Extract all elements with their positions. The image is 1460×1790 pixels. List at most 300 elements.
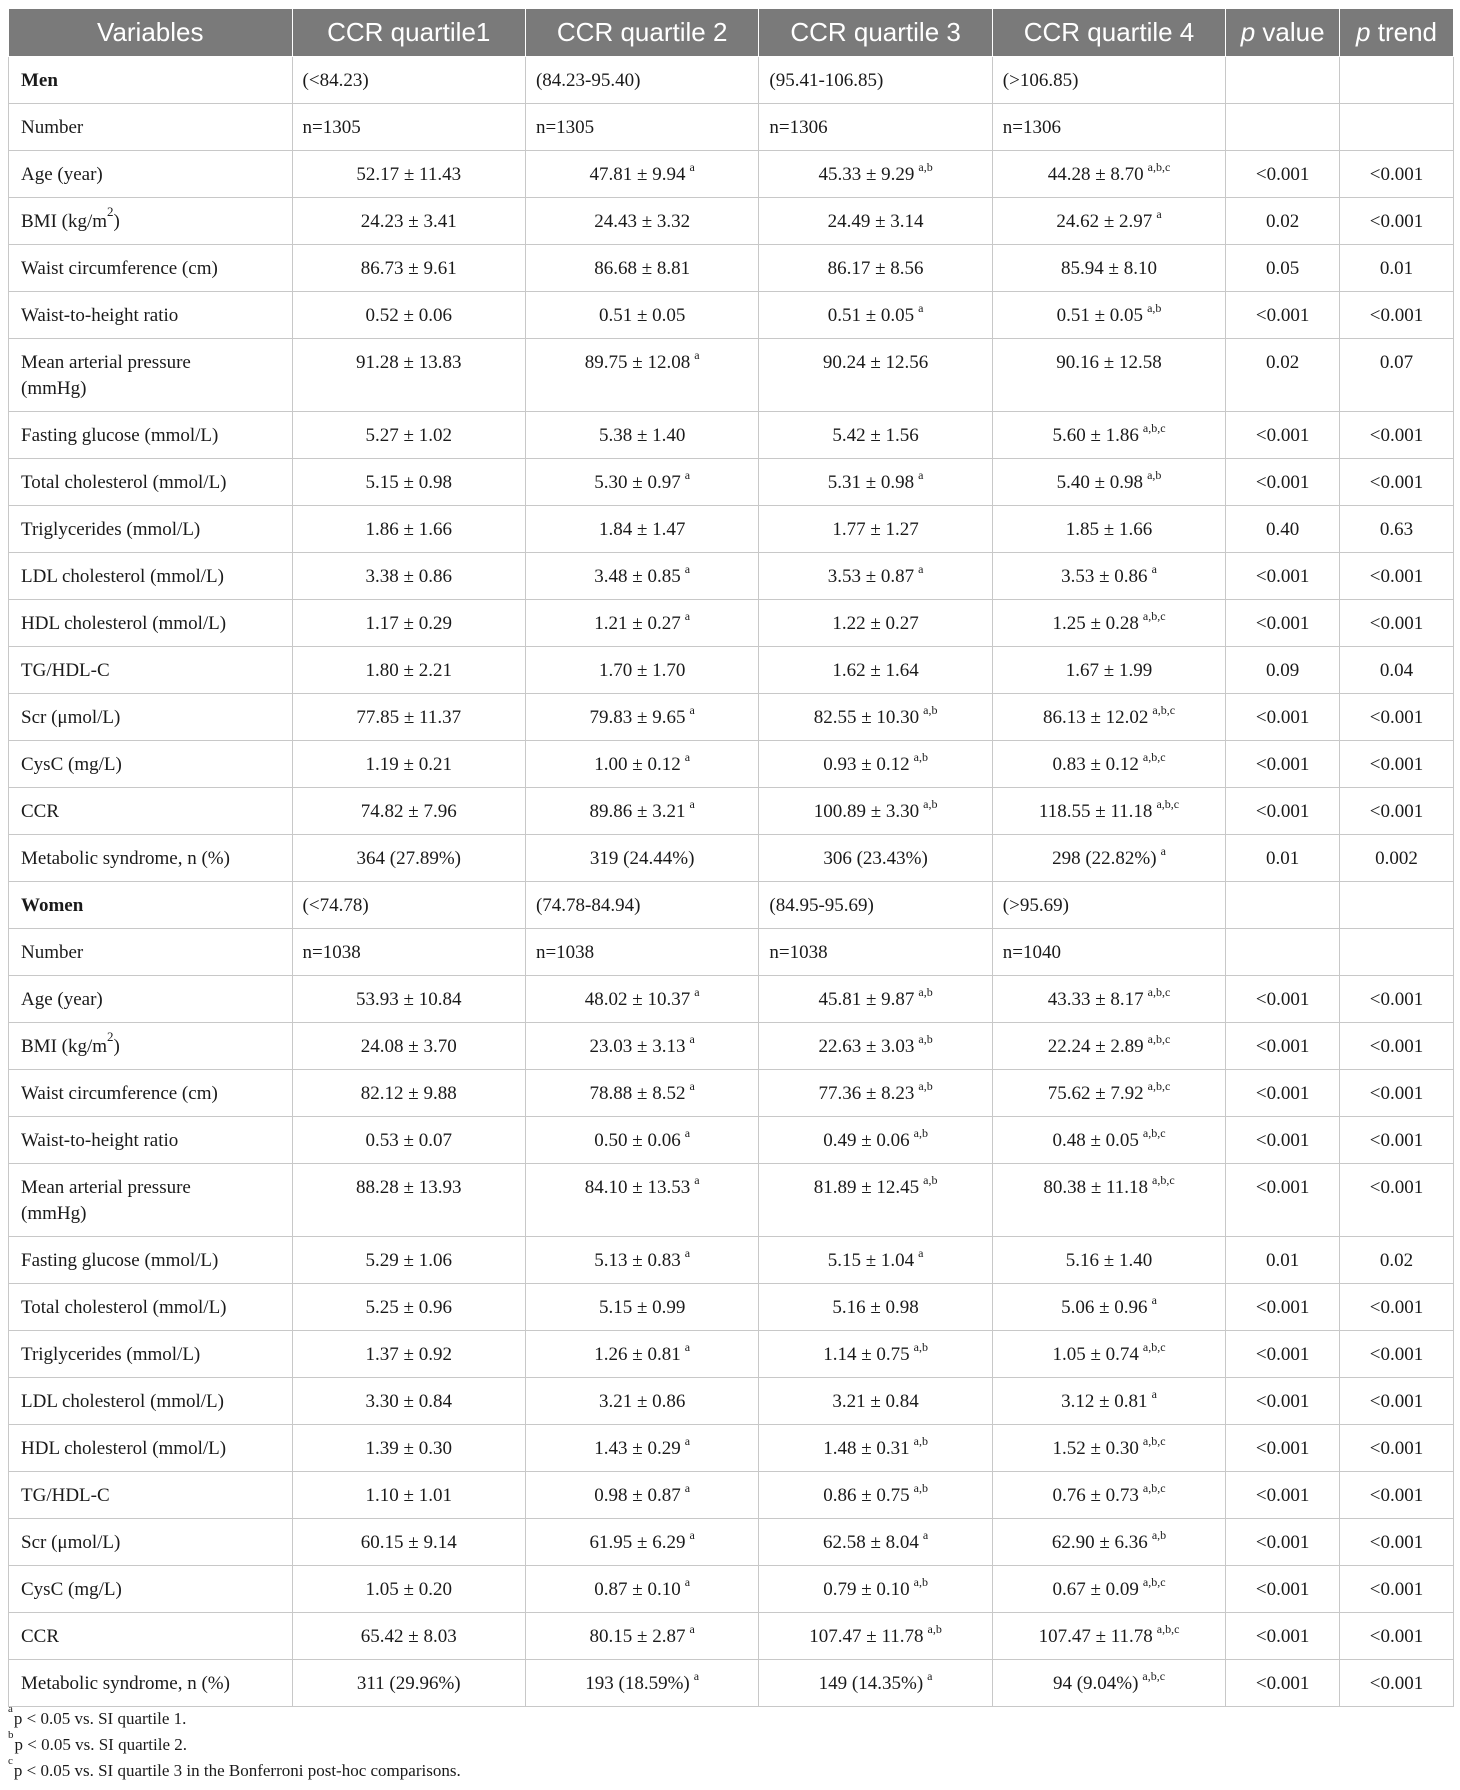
value-cell xyxy=(292,198,525,245)
p-value-cell: <0.001 xyxy=(1226,788,1340,835)
significance-marker: a,b,c xyxy=(1142,1339,1166,1354)
value-text: 1.14 ± 0.75 xyxy=(823,1344,910,1365)
value-text: 5.40 ± 0.98 xyxy=(1056,472,1144,493)
variable-name: Age (year) xyxy=(21,989,103,1010)
footnote xyxy=(8,1755,461,1784)
p-value-cell: <0.001 xyxy=(1226,1070,1340,1117)
variable-name: Scr (μmol/L) xyxy=(21,1532,121,1553)
p-trend-cell: <0.001 xyxy=(1340,1164,1454,1237)
significance-marker: a xyxy=(918,1245,924,1260)
value-text: 89.75 ± 12.08 xyxy=(584,352,691,373)
value-text: 5.29 ± 1.06 xyxy=(365,1250,452,1271)
value-cell xyxy=(759,741,992,788)
value-cell xyxy=(525,835,758,882)
value-text: 5.25 ± 0.96 xyxy=(365,1297,452,1318)
value-cell xyxy=(525,339,758,412)
empty-cell xyxy=(1340,882,1454,929)
value-text: 43.33 ± 8.17 xyxy=(1047,989,1144,1010)
value-cell xyxy=(525,459,758,506)
p-trend-cell: <0.001 xyxy=(1340,1378,1454,1425)
value-text: 5.13 ± 0.83 xyxy=(594,1250,681,1271)
value-text: 1.25 ± 0.28 xyxy=(1052,613,1139,634)
header-quartile-2: CCR quartile 2 xyxy=(525,9,758,57)
footnote xyxy=(8,1703,461,1732)
value-cell xyxy=(292,694,525,741)
value-text: 86.73 ± 9.61 xyxy=(360,258,457,279)
empty-cell xyxy=(1226,882,1340,929)
p-value-cell: <0.001 xyxy=(1226,741,1340,788)
empty-cell xyxy=(1340,104,1454,151)
sample-size: n=1038 xyxy=(525,929,758,976)
value-cell xyxy=(759,600,992,647)
significance-marker: a xyxy=(684,608,691,623)
value-cell xyxy=(759,1566,992,1613)
footnote-marker: b xyxy=(8,1729,14,1742)
p-value-cell: <0.001 xyxy=(1226,1023,1340,1070)
variable-name: Metabolic syndrome, n (%) xyxy=(21,848,230,869)
footnote-marker: a xyxy=(8,1703,13,1716)
p-value-cell: <0.001 xyxy=(1226,151,1340,198)
value-cell xyxy=(292,1284,525,1331)
variable-name-end: ) xyxy=(113,1036,120,1057)
significance-marker: a xyxy=(922,1527,929,1542)
significance-marker: a,b xyxy=(913,1480,928,1495)
value-text: 82.55 ± 10.30 xyxy=(813,707,920,728)
significance-marker: a,b,c xyxy=(1142,1574,1166,1589)
value-text: 79.83 ± 9.65 xyxy=(589,707,686,728)
value-cell xyxy=(525,1425,758,1472)
p-value-cell: <0.001 xyxy=(1226,1117,1340,1164)
p-trend-cell: <0.001 xyxy=(1340,553,1454,600)
value-cell xyxy=(759,1378,992,1425)
significance-marker: a,b,c xyxy=(1142,1125,1166,1140)
table-row xyxy=(9,788,1454,835)
variable-label xyxy=(9,506,293,553)
significance-marker: a xyxy=(927,1668,933,1683)
variable-name: Waist circumference (cm) xyxy=(21,258,218,279)
significance-marker: a xyxy=(1151,561,1157,576)
value-cell xyxy=(992,1164,1225,1237)
p-value-cell: 0.02 xyxy=(1226,339,1340,412)
significance-marker: a xyxy=(689,702,695,717)
variable-name: BMI (kg/m xyxy=(21,211,108,232)
significance-marker: a,b xyxy=(923,796,938,811)
value-cell xyxy=(525,976,758,1023)
value-cell xyxy=(525,1023,758,1070)
p-trend-cell: <0.001 xyxy=(1340,1117,1454,1164)
value-text: 0.76 ± 0.73 xyxy=(1052,1485,1139,1506)
value-cell xyxy=(292,1237,525,1284)
value-cell xyxy=(292,1472,525,1519)
variable-name: Waist-to-height ratio xyxy=(21,1130,179,1151)
empty-cell xyxy=(1226,929,1340,976)
value-text: 118.55 ± 11.18 xyxy=(1038,801,1153,822)
variable-label xyxy=(9,600,293,647)
variable-label xyxy=(9,553,293,600)
header-variables: Variables xyxy=(9,9,293,57)
significance-marker: a,b,c xyxy=(1142,1433,1166,1448)
value-cell xyxy=(525,1070,758,1117)
significance-marker: a,b xyxy=(1147,467,1162,482)
variable-name: Mean arterial pressure (mmHg) xyxy=(21,352,191,399)
significance-marker: a,b xyxy=(923,1172,938,1187)
value-text: 77.36 ± 8.23 xyxy=(818,1083,915,1104)
value-text: 0.51 ± 0.05 xyxy=(598,305,686,326)
sample-size: n=1305 xyxy=(525,104,758,151)
value-text: 90.24 ± 12.56 xyxy=(822,352,929,373)
significance-marker: a xyxy=(684,1125,691,1140)
p-value-cell: 0.40 xyxy=(1226,506,1340,553)
value-cell xyxy=(292,1566,525,1613)
variable-label xyxy=(9,647,293,694)
p-value-cell: <0.001 xyxy=(1226,694,1340,741)
significance-marker: a,b xyxy=(913,1125,928,1140)
value-text: 24.49 ± 3.14 xyxy=(827,211,924,232)
variable-label xyxy=(9,1237,293,1284)
value-text: 45.33 ± 9.29 xyxy=(818,164,915,185)
variable-label xyxy=(9,339,293,412)
variable-name: Total cholesterol (mmol/L) xyxy=(21,472,227,493)
significance-marker: a,b xyxy=(927,1621,942,1636)
value-text: 5.27 ± 1.02 xyxy=(365,425,452,446)
value-cell xyxy=(759,245,992,292)
table-row xyxy=(9,1425,1454,1472)
value-cell xyxy=(759,151,992,198)
value-text: 48.02 ± 10.37 xyxy=(584,989,691,1010)
value-text: 86.13 ± 12.02 xyxy=(1042,707,1149,728)
value-cell xyxy=(525,1613,758,1660)
value-text: 1.39 ± 0.30 xyxy=(365,1438,452,1459)
value-cell xyxy=(525,412,758,459)
sample-size: n=1306 xyxy=(992,104,1225,151)
value-text: 22.63 ± 3.03 xyxy=(818,1036,915,1057)
value-text: 3.38 ± 0.86 xyxy=(365,566,452,587)
value-text: 3.30 ± 0.84 xyxy=(365,1391,452,1412)
value-cell xyxy=(525,741,758,788)
variable-label xyxy=(9,459,293,506)
value-text: 149 (14.35%) xyxy=(818,1673,924,1694)
variable-label xyxy=(9,1519,293,1566)
value-cell xyxy=(525,1472,758,1519)
value-cell xyxy=(525,1331,758,1378)
value-cell xyxy=(525,1164,758,1237)
value-cell xyxy=(759,1117,992,1164)
value-cell xyxy=(992,1070,1225,1117)
value-text: 0.49 ± 0.06 xyxy=(823,1130,910,1151)
table-row xyxy=(9,339,1454,412)
value-text: 319 (24.44%) xyxy=(589,848,695,869)
table-row xyxy=(9,1023,1454,1070)
significance-marker: a xyxy=(684,1574,691,1589)
value-cell xyxy=(292,647,525,694)
value-text: 1.05 ± 0.20 xyxy=(365,1579,452,1600)
header-p-symbol: p xyxy=(1356,17,1371,47)
value-cell xyxy=(525,1237,758,1284)
value-cell xyxy=(759,553,992,600)
value-cell xyxy=(525,198,758,245)
section-header-row xyxy=(9,882,1454,929)
value-text: 5.16 ± 1.40 xyxy=(1065,1250,1153,1271)
table-header xyxy=(9,9,1454,57)
value-cell xyxy=(292,835,525,882)
significance-marker: a,b xyxy=(1151,1527,1167,1542)
variable-name-end: ) xyxy=(113,211,120,232)
value-cell xyxy=(759,1284,992,1331)
value-cell xyxy=(759,1023,992,1070)
significance-marker: a,b xyxy=(923,702,938,717)
number-row xyxy=(9,929,1454,976)
number-label: Number xyxy=(9,929,293,976)
variable-label xyxy=(9,1331,293,1378)
table-row xyxy=(9,1284,1454,1331)
value-text: 298 (22.82%) xyxy=(1052,848,1157,869)
value-cell xyxy=(759,1519,992,1566)
variable-label xyxy=(9,1472,293,1519)
value-cell xyxy=(292,1378,525,1425)
value-text: 84.10 ± 13.53 xyxy=(584,1177,691,1198)
value-text: 75.62 ± 7.92 xyxy=(1047,1083,1144,1104)
variable-name: Mean arterial pressure (mmHg) xyxy=(21,1177,191,1224)
significance-marker: a,b,c xyxy=(1156,796,1180,811)
header-quartile-1: CCR quartile1 xyxy=(292,9,525,57)
variable-name: Age (year) xyxy=(21,164,103,185)
value-cell xyxy=(759,976,992,1023)
value-text: 1.00 ± 0.12 xyxy=(594,754,681,775)
p-value-cell: 0.05 xyxy=(1226,245,1340,292)
p-trend-cell: <0.001 xyxy=(1340,600,1454,647)
significance-marker: a xyxy=(1151,1292,1157,1307)
value-cell xyxy=(992,1613,1225,1660)
value-cell xyxy=(759,1331,992,1378)
value-cell xyxy=(525,506,758,553)
variable-name: Fasting glucose (mmol/L) xyxy=(21,425,219,446)
p-value-cell: <0.001 xyxy=(1226,1164,1340,1237)
significance-marker: a,b,c xyxy=(1152,702,1176,717)
value-text: 0.48 ± 0.05 xyxy=(1052,1130,1139,1151)
footnote-text: p < 0.05 vs. SI quartile 3 in the Bonferroni post-hoc comparisons. xyxy=(13,1761,461,1780)
value-cell xyxy=(992,600,1225,647)
value-text: 1.84 ± 1.47 xyxy=(598,519,686,540)
value-cell xyxy=(992,647,1225,694)
significance-marker: a,b xyxy=(913,749,928,764)
p-trend-cell: <0.001 xyxy=(1340,1284,1454,1331)
value-text: 0.98 ± 0.87 xyxy=(594,1485,681,1506)
value-cell xyxy=(759,198,992,245)
value-cell xyxy=(292,553,525,600)
value-text: 24.43 ± 3.32 xyxy=(594,211,691,232)
significance-marker: a,b,c xyxy=(1147,1078,1171,1093)
p-trend-cell: <0.001 xyxy=(1340,1613,1454,1660)
value-text: 1.10 ± 1.01 xyxy=(365,1485,452,1506)
value-text: 61.95 ± 6.29 xyxy=(589,1532,686,1553)
value-cell xyxy=(525,1519,758,1566)
significance-marker: a xyxy=(684,1433,691,1448)
variable-label xyxy=(9,1613,293,1660)
value-cell xyxy=(759,459,992,506)
value-text: 88.28 ± 13.93 xyxy=(356,1177,462,1198)
value-text: 3.53 ± 0.86 xyxy=(1061,566,1148,587)
value-cell xyxy=(292,976,525,1023)
value-cell xyxy=(992,198,1225,245)
value-text: 5.15 ± 1.04 xyxy=(827,1250,915,1271)
value-text: 0.51 ± 0.05 xyxy=(1056,305,1144,326)
value-cell xyxy=(992,1284,1225,1331)
header-p-value-label: value xyxy=(1262,17,1325,47)
value-text: 77.85 ± 11.37 xyxy=(356,707,462,728)
value-text: 80.15 ± 2.87 xyxy=(589,1626,686,1647)
value-text: 53.93 ± 10.84 xyxy=(356,989,462,1010)
value-text: 0.67 ± 0.09 xyxy=(1052,1579,1139,1600)
significance-marker: a,b,c xyxy=(1147,159,1171,174)
p-value-cell: <0.001 xyxy=(1226,1660,1340,1707)
table-row xyxy=(9,1613,1454,1660)
significance-marker: a xyxy=(689,1031,695,1046)
value-text: 1.05 ± 0.74 xyxy=(1052,1344,1139,1365)
value-cell xyxy=(992,553,1225,600)
variable-label xyxy=(9,835,293,882)
table-row xyxy=(9,1660,1454,1707)
number-label: Number xyxy=(9,104,293,151)
value-text: 3.48 ± 0.85 xyxy=(594,566,681,587)
value-cell xyxy=(292,600,525,647)
table-body xyxy=(9,57,1454,1707)
significance-marker: a,b,c xyxy=(1147,1031,1171,1046)
p-value-cell: <0.001 xyxy=(1226,1566,1340,1613)
variable-name: HDL cholesterol (mmol/L) xyxy=(21,613,227,634)
value-cell xyxy=(759,694,992,741)
value-text: 107.47 ± 11.78 xyxy=(809,1626,924,1647)
p-trend-cell: <0.001 xyxy=(1340,198,1454,245)
value-cell xyxy=(292,1425,525,1472)
value-text: 1.26 ± 0.81 xyxy=(594,1344,681,1365)
table-row xyxy=(9,292,1454,339)
value-text: 1.17 ± 0.29 xyxy=(365,613,452,634)
value-text: 5.15 ± 0.98 xyxy=(365,472,452,493)
value-cell xyxy=(292,788,525,835)
value-cell xyxy=(759,339,992,412)
variable-name: CCR xyxy=(21,801,60,822)
footnote xyxy=(8,1729,461,1758)
p-trend-cell: 0.07 xyxy=(1340,339,1454,412)
value-cell xyxy=(759,1070,992,1117)
value-text: 1.77 ± 1.27 xyxy=(832,519,919,540)
value-text: 47.81 ± 9.94 xyxy=(589,164,686,185)
value-cell xyxy=(992,506,1225,553)
significance-marker: a xyxy=(689,1078,695,1093)
value-cell xyxy=(759,1613,992,1660)
value-cell xyxy=(992,292,1225,339)
value-text: 86.17 ± 8.56 xyxy=(827,258,924,279)
value-text: 0.53 ± 0.07 xyxy=(365,1130,452,1151)
variable-label xyxy=(9,1023,293,1070)
value-cell xyxy=(759,506,992,553)
variable-name: Total cholesterol (mmol/L) xyxy=(21,1297,227,1318)
value-cell xyxy=(525,245,758,292)
p-value-cell: <0.001 xyxy=(1226,1378,1340,1425)
value-cell xyxy=(292,1023,525,1070)
value-cell xyxy=(992,1023,1225,1070)
value-cell xyxy=(759,788,992,835)
table-row xyxy=(9,1566,1454,1613)
variable-name: Waist circumference (cm) xyxy=(21,1083,218,1104)
table-row xyxy=(9,835,1454,882)
value-text: 85.94 ± 8.10 xyxy=(1061,258,1157,279)
significance-marker: a,b,c xyxy=(1142,1480,1166,1495)
value-text: 1.48 ± 0.31 xyxy=(823,1438,910,1459)
significance-marker: a xyxy=(689,796,695,811)
significance-marker: a xyxy=(918,561,924,576)
value-cell xyxy=(759,835,992,882)
p-value-cell: <0.001 xyxy=(1226,1425,1340,1472)
value-text: 3.21 ± 0.86 xyxy=(598,1391,686,1412)
value-cell xyxy=(992,1519,1225,1566)
footnote-text: p < 0.05 vs. SI quartile 2. xyxy=(14,1735,187,1754)
value-cell xyxy=(525,1284,758,1331)
significance-marker: a xyxy=(918,300,924,315)
p-trend-cell: 0.04 xyxy=(1340,647,1454,694)
value-cell xyxy=(292,1070,525,1117)
value-text: 60.15 ± 9.14 xyxy=(360,1532,457,1553)
value-cell xyxy=(759,412,992,459)
p-value-cell: 0.01 xyxy=(1226,835,1340,882)
variable-name: CCR xyxy=(21,1626,60,1647)
value-text: 86.68 ± 8.81 xyxy=(594,258,691,279)
value-text: 1.22 ± 0.27 xyxy=(832,613,919,634)
value-text: 1.43 ± 0.29 xyxy=(594,1438,681,1459)
variable-label xyxy=(9,788,293,835)
value-cell xyxy=(992,151,1225,198)
value-text: 81.89 ± 12.45 xyxy=(813,1177,920,1198)
table-row xyxy=(9,245,1454,292)
value-text: 1.52 ± 0.30 xyxy=(1052,1438,1139,1459)
table-row xyxy=(9,694,1454,741)
value-text: 0.50 ± 0.06 xyxy=(594,1130,681,1151)
variable-name: CysC (mg/L) xyxy=(21,754,122,775)
variable-label xyxy=(9,198,293,245)
significance-marker: a xyxy=(689,1621,695,1636)
value-cell xyxy=(292,292,525,339)
value-cell xyxy=(525,553,758,600)
value-text: 91.28 ± 13.83 xyxy=(356,352,462,373)
variable-name: Scr (μmol/L) xyxy=(21,707,121,728)
significance-marker: a,b xyxy=(913,1339,928,1354)
significance-marker: a xyxy=(684,1339,691,1354)
value-text: 306 (23.43%) xyxy=(823,848,928,869)
significance-marker: a,b,c xyxy=(1152,1172,1175,1187)
table-wrapper xyxy=(8,8,1454,1707)
value-text: 1.21 ± 0.27 xyxy=(594,613,681,634)
significance-marker: a xyxy=(684,749,691,764)
sample-size: n=1305 xyxy=(292,104,525,151)
value-text: 0.83 ± 0.12 xyxy=(1052,754,1139,775)
value-cell xyxy=(992,459,1225,506)
value-text: 193 (18.59%) xyxy=(585,1673,690,1694)
p-trend-cell: <0.001 xyxy=(1340,151,1454,198)
value-cell xyxy=(992,245,1225,292)
quartile-range: (95.41-106.85) xyxy=(759,57,992,104)
p-value-cell: <0.001 xyxy=(1226,1284,1340,1331)
significance-marker: a xyxy=(684,1245,691,1260)
section-title: Men xyxy=(9,57,293,104)
value-cell xyxy=(525,694,758,741)
p-value-cell: <0.001 xyxy=(1226,600,1340,647)
value-cell xyxy=(292,245,525,292)
value-cell xyxy=(292,1331,525,1378)
value-cell xyxy=(992,694,1225,741)
variable-label xyxy=(9,976,293,1023)
variable-label xyxy=(9,245,293,292)
sample-size: n=1040 xyxy=(992,929,1225,976)
